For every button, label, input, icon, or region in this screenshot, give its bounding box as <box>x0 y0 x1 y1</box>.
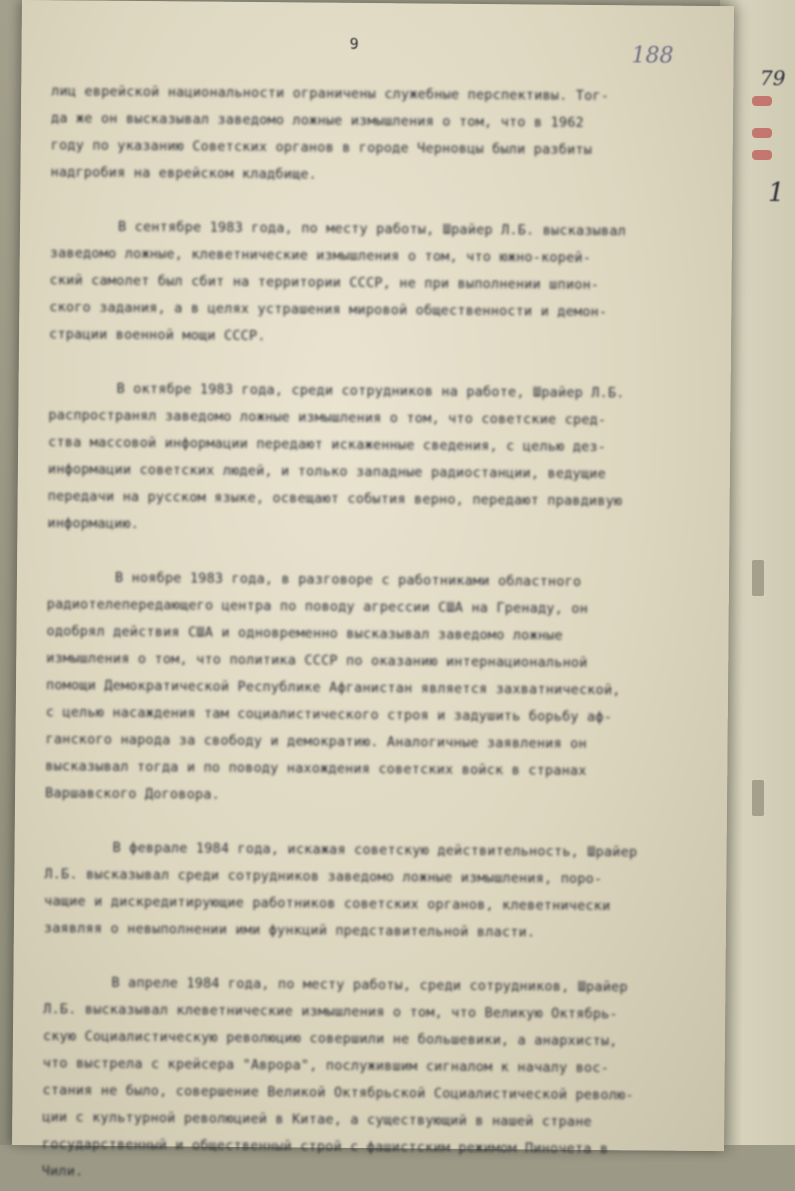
text-line: В октябре 1983 года, среди сотрудников на работе, Шрайер Л.Б. <box>116 380 625 402</box>
text-line: распространял заведомо ложные измышления о том, что советские сред- <box>48 407 607 429</box>
text-line: надгробия на еврейском кладбище. <box>50 164 318 183</box>
text-line: заведомо ложные, клеветнические измышления о том, что южно-корей- <box>49 245 592 266</box>
text-line: передачи на русском языке, освещают события верно, передают правдивую <box>47 488 623 510</box>
paragraph <box>47 375 720 543</box>
text-line: Чили. <box>41 1163 84 1180</box>
text-line: чащие и дискредитирующие работников советских органов, клеветнически <box>44 893 611 915</box>
text-line: В сентябре 1983 года, по месту работы, Шрайер Л.Б. высказывал <box>117 218 627 240</box>
text-line: информации советских людей, и только западные радиостанции, ведущие <box>47 461 606 483</box>
text-line: одобрял действия США и одновременно высказывал заведомо ложные <box>46 623 563 644</box>
text-line: заявляя о невыполнении ими функций представительной власти. <box>43 920 536 941</box>
text-line: страции военной мощи СССР. <box>49 326 266 345</box>
text-line: Варшавского Договора. <box>45 785 221 803</box>
page-edge-tab <box>752 780 764 816</box>
archive-folio-number: 188 <box>631 43 674 69</box>
text-line: да же он высказывал заведомо ложные измышления о том, что в 1962 <box>50 110 585 131</box>
red-mark-middle <box>752 128 772 138</box>
document-page <box>12 0 734 1180</box>
text-line: с целью насаждения там социалистического строя и задушить борьбу аф- <box>45 704 613 726</box>
text-line: информацию. <box>47 515 140 533</box>
text-line: В ноябре 1983 года, в разговоре с работниками областного <box>114 569 582 590</box>
text-line: государственный и общественный строй с фашистским режимом Пиночета в <box>41 1136 609 1158</box>
text-line: году по указанию Советских органов в городе Черновцы были разбиты <box>50 137 593 158</box>
text-line: лиц еврейской национальности ограничены служебные перспективы. Тог- <box>51 83 610 105</box>
margin-note-top: 79 <box>760 66 786 90</box>
text-line: стания не было, совершение Великой Октябрьской Социалистической револю- <box>42 1082 634 1104</box>
text-line: высказывал тогда и по поводу нахождения советских войск в странах <box>45 758 587 779</box>
text-line: ции с культурной революцией в Китае, а существующий в нашей стране <box>42 1109 592 1131</box>
text-line: измышления о том, что политика СССР по оказанию интернациональной <box>46 650 588 671</box>
text-line: В апреле 1984 года, по месту работы, среди сотрудников, Шрайер <box>111 974 628 996</box>
paragraph <box>49 213 722 354</box>
page-number: 9 <box>349 34 359 53</box>
text-line: ский самолет был сбит на территории СССР, не при выполнении шпион- <box>49 272 600 294</box>
text-line: скую Социалистическую революцию совершили не большевики, а анархисты, <box>42 1028 618 1050</box>
text-line: ства массовой информации передают искаженные сведения, с целью дез- <box>48 434 607 456</box>
text-line: ского задания, а в целях устрашения мировой общественности и демон- <box>49 299 608 321</box>
paragraph <box>45 564 719 813</box>
text-line: В феврале 1984 года, искажая советскую действительность, Шрайер <box>112 839 638 861</box>
text-line: помощи Демократической Республике Афганистан является захватнической, <box>45 677 621 699</box>
paragraph <box>50 78 723 192</box>
text-line: ганского народа за свободу и демократию. Аналогичные заявления он <box>45 731 587 752</box>
paragraph <box>44 834 717 948</box>
page-edge-tab <box>752 560 764 596</box>
margin-note-bottom: 1 <box>768 178 785 208</box>
text-line: радиотелепередающего центра по поводу агрессии США на Гренаду, он <box>46 596 589 617</box>
text-line: что выстрела с крейсера "Аврора", послужившим сигналом к началу вос- <box>42 1055 610 1077</box>
red-mark-top <box>752 96 772 106</box>
text-line: Л.Б. высказывал среди сотрудников заведомо ложные измышления, поро- <box>44 866 603 888</box>
text-line: Л.Б. высказывал клеветнические измышления о том, что Великую Октябрь- <box>43 1001 618 1023</box>
document-body <box>42 78 724 1191</box>
paragraph <box>42 969 716 1191</box>
red-mark-lower <box>752 150 772 160</box>
